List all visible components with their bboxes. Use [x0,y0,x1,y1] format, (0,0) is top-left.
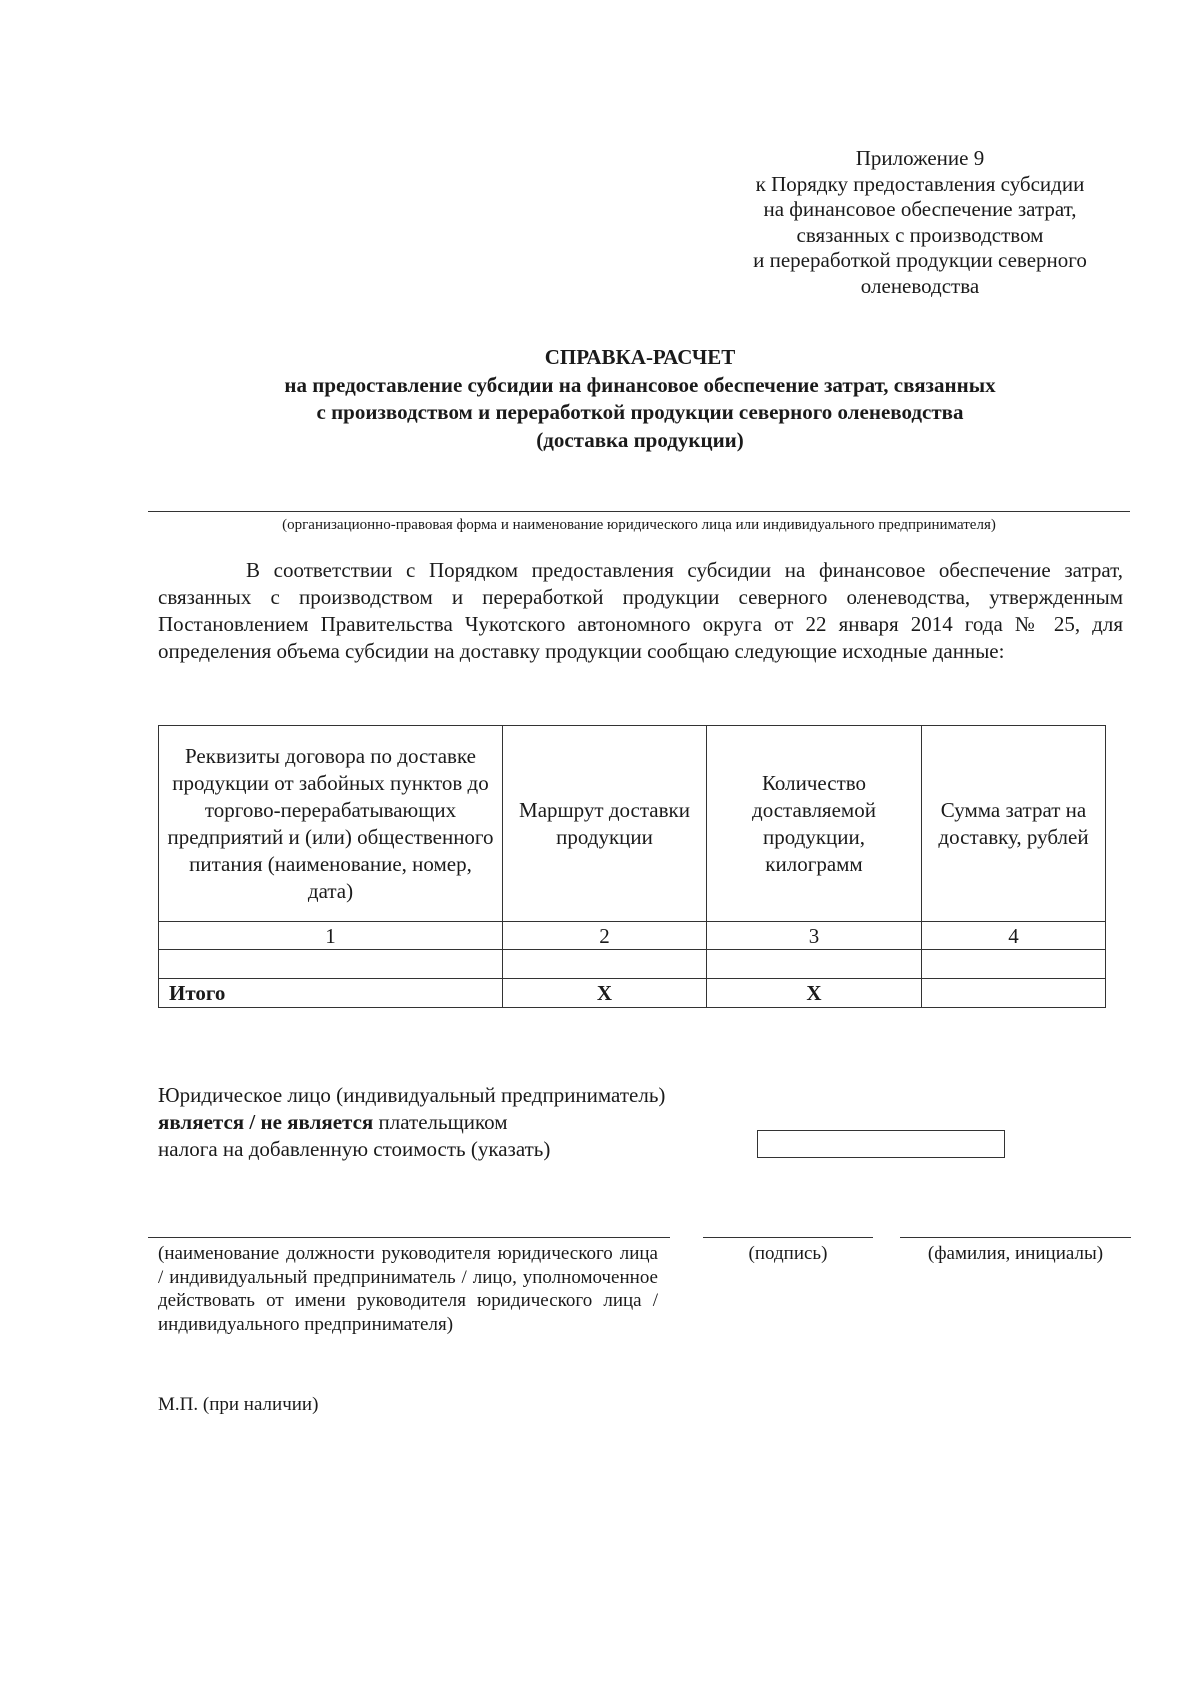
organization-name-line [148,511,1130,512]
document-title [150,344,1130,454]
table-cell[interactable] [922,950,1106,979]
vat-line [158,1109,778,1136]
column-number: 4 [922,922,1106,950]
intro-paragraph [158,557,1123,665]
title-line: (доставка продукции) [536,427,744,452]
header-cost: Сумма затрат на доставку, рублей [922,726,1106,922]
header-quantity: Количество доставляемой продукции, килограмм [707,726,922,922]
delivery-table [158,725,1106,1008]
total-route-mark: Х [503,979,707,1008]
table-header-row [159,726,1106,922]
total-label: Итого [159,979,503,1008]
header-route: Маршрут доставки продукции [503,726,707,922]
appendix-header [700,146,1140,299]
sign-caption: (подпись) [748,1243,828,1264]
vat-status-field[interactable] [757,1130,1005,1158]
appendix-line: и переработкой продукции северного [753,248,1087,272]
table-cell[interactable] [503,950,707,979]
header-contract-details: Реквизиты договора по доставке продукции от забойных пунктов до торгово-перерабатывающих предприятий и (или) общественного питания (наименование, номер, дата) [159,726,503,922]
position-caption: (наименование должности руководителя юридического лица / индивидуальный предприниматель / лицо, уполномоченное действовать от имени руководителя юридического лица / индивидуального предпринимателя) [158,1243,658,1335]
title-line: на предоставление субсидии на финансовое обеспечение затрат, связанных [284,372,996,397]
organization-caption: (организационно-правовая форма и наименование юридического лица или индивидуального предпринимателя) [282,517,996,533]
table-cell[interactable] [707,950,922,979]
vat-status-options: является / не является [158,1110,374,1134]
column-number: 1 [159,922,503,950]
appendix-line: к Порядку предоставления субсидии [755,171,1085,196]
intro-paragraph-text: В соответствии с Порядком предоставления субсидии на финансовое обеспечение затрат, связанных с производством и переработкой продукции северного оленеводства, утвержденным Постановлением Правительства Чукотского автономного округа от 22 января 2014 года № 25, для определения объема субсидии на доставку продукции сообщаю следующие исходные данные: [158,558,1123,663]
vat-line: Юридическое лицо (индивидуальный предприниматель) [158,1083,666,1107]
table-cell[interactable] [159,950,503,979]
title-line: с производством и переработкой продукции северного оленеводства [316,400,964,424]
column-number: 2 [503,922,707,950]
table-total-row [159,979,1106,1008]
total-cost-cell[interactable] [922,979,1106,1008]
column-number: 3 [707,922,922,950]
title-heading: СПРАВКА-РАСЧЕТ [544,345,736,369]
total-quantity-mark: Х [707,979,922,1008]
table-number-row [159,922,1106,950]
vat-statement [158,1082,778,1163]
stamp-place: М.П. (при наличии) [158,1394,319,1415]
vat-line: налога на добавленную стоимость (указать) [158,1137,551,1161]
sign-signature-line [703,1237,873,1238]
name-caption: (фамилия, инициалы) [927,1243,1104,1264]
appendix-line: оленеводства [860,273,980,298]
appendix-line: Приложение 9 [855,146,985,170]
position-signature-line [148,1237,670,1238]
appendix-line: на финансовое обеспечение затрат, [763,197,1077,221]
table-row [159,950,1106,979]
name-signature-line [900,1237,1131,1238]
appendix-line: связанных с производством [796,222,1044,247]
vat-line-rest: плательщиком [373,1110,508,1134]
